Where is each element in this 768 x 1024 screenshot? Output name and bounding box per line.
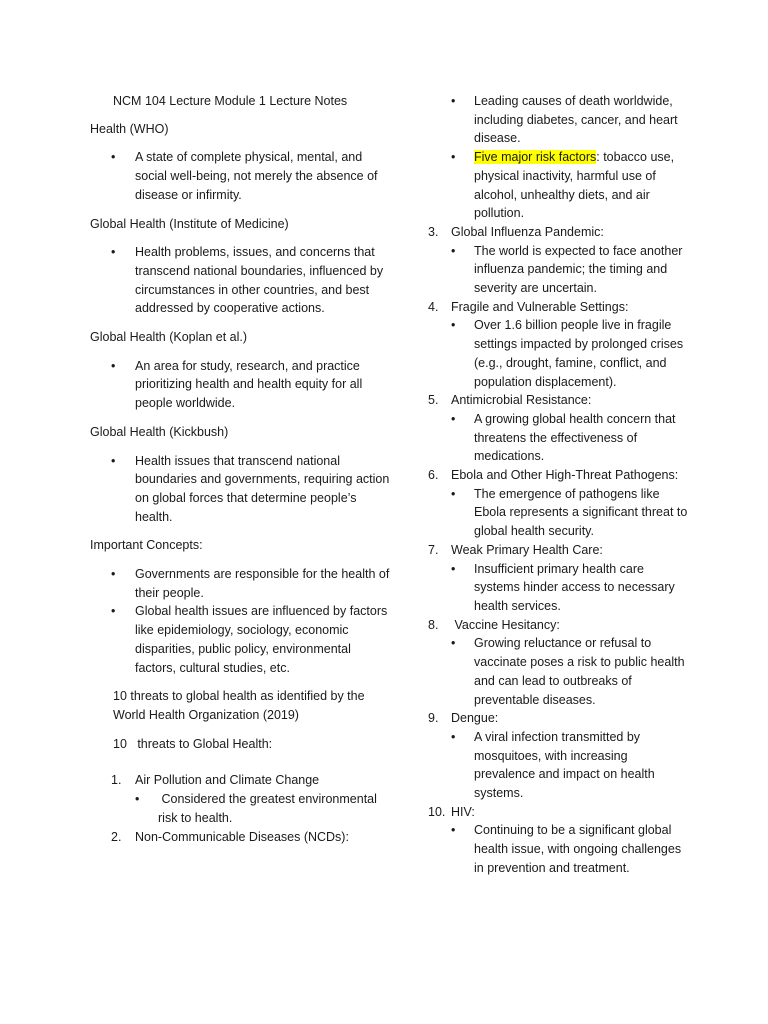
numbered-item: 7. Weak Primary Health Care: [428, 542, 603, 557]
left-column [90, 92, 390, 846]
section-heading: Health (WHO) [90, 121, 169, 136]
highlighted-text: Five major risk factors [474, 150, 597, 165]
section-heading: Global Health (Koplan et al.) [90, 330, 248, 345]
sub-bullet-item: • A growing global health concern that threatens the effectiveness of medications. [451, 411, 676, 464]
sub-bullet-item: • Continuing to be a significant global health issue, with ongoing challenges in prevention and treatment. [451, 823, 682, 875]
bullet-icon: • [451, 150, 456, 165]
sub-bullet-item: • Over 1.6 billion people live in fragile settings impacted by prolonged crises (e.g., drought, famine, conflict, and population displacement). [451, 318, 684, 389]
numbered-item: 5. Antimicrobial Resistance: [428, 393, 592, 408]
bullet-icon: • [451, 561, 456, 576]
sub-bullet-item: • The emergence of pathogens like Ebola represents a significant threat to global health security. [451, 486, 688, 539]
bullet-icon: • [451, 243, 456, 258]
bullet-icon: • [111, 453, 116, 468]
numbered-item: 9. Dengue: [428, 711, 499, 726]
bullet-icon: • [111, 567, 116, 582]
bullet-icon: • [451, 318, 456, 333]
threats-intro: 10 threats to global health as identified by the World Health Organization (2019) [113, 689, 365, 722]
sub-bullet-item: • The world is expected to face another influenza pandemic; the timing and severity are uncertain. [451, 243, 683, 296]
bullet-item: • Governments are responsible for the health of their people. [111, 567, 390, 600]
document-title: NCM 104 Lecture Module 1 Lecture Notes [113, 94, 348, 108]
bullet-item: • Health problems, issues, and concerns that transcend national boundaries, influenced by circumstances in other countries, and best addressed by cooperative actions. [111, 245, 384, 316]
sub-bullet-item: • Growing reluctance or refusal to vaccinate poses a risk to public health and can lead to outbreaks of preventable diseases. [451, 636, 685, 707]
bullet-icon: • [451, 636, 456, 651]
numbered-item: 8. Vaccine Hesitancy: [428, 617, 560, 632]
bullet-icon: • [111, 150, 116, 165]
bullet-item: • Five major risk factors: tobacco use, physical inactivity, harmful use of alcohol, unhealthy diets, and air pollution. [451, 150, 675, 221]
bullet-icon: • [451, 94, 456, 108]
numbered-item: 6. Ebola and Other High-Threat Pathogens: [428, 468, 679, 483]
threats-heading: 10 threats to Global Health: [113, 736, 273, 751]
bullet-item: • Global health issues are influenced by factors like epidemiology, sociology, economic disparities, public policy, environmental factors, cultural studies, etc. [111, 604, 388, 675]
bullet-icon: • [451, 486, 456, 501]
numbered-item: 3. Global Influenza Pandemic: [428, 224, 604, 239]
right-column [428, 92, 688, 878]
numbered-item: 4. Fragile and Vulnerable Settings: [428, 299, 629, 314]
bullet-icon: • [135, 792, 140, 807]
bullet-item: • An area for study, research, and practice prioritizing health and health equity for all people worldwide. [111, 358, 363, 411]
section-heading: Global Health (Kickbush) [90, 424, 229, 439]
section-heading: Important Concepts: [90, 538, 203, 553]
bullet-icon: • [111, 245, 116, 260]
bullet-icon: • [111, 604, 116, 619]
numbered-item: 2. Non-Communicable Diseases (NCDs): [111, 829, 349, 844]
bullet-item: • Health issues that transcend national boundaries and governments, requiring action on global forces that determine people’s health. [111, 453, 390, 524]
bullet-icon: • [451, 411, 456, 426]
bullet-item: • A state of complete physical, mental, and social well-being, not merely the absence of disease or infirmity. [111, 150, 378, 202]
numbered-item: 10. HIV: [428, 804, 475, 819]
section-heading: Global Health (Institute of Medicine) [90, 216, 289, 231]
bullet-icon: • [451, 729, 456, 744]
sub-bullet-item: • Considered the greatest environmental risk to health. [135, 792, 381, 825]
bullet-icon: • [451, 823, 456, 838]
bullet-item: • Leading causes of death worldwide, including diabetes, cancer, and heart disease. [451, 94, 678, 146]
bullet-icon: • [111, 358, 116, 373]
sub-bullet-item: • Insufficient primary health care systems hinder access to necessary health services. [451, 561, 675, 613]
numbered-item: 1. Air Pollution and Climate Change [111, 773, 320, 788]
sub-bullet-item: • A viral infection transmitted by mosquitoes, with increasing prevalence and impact on health systems. [451, 729, 655, 801]
